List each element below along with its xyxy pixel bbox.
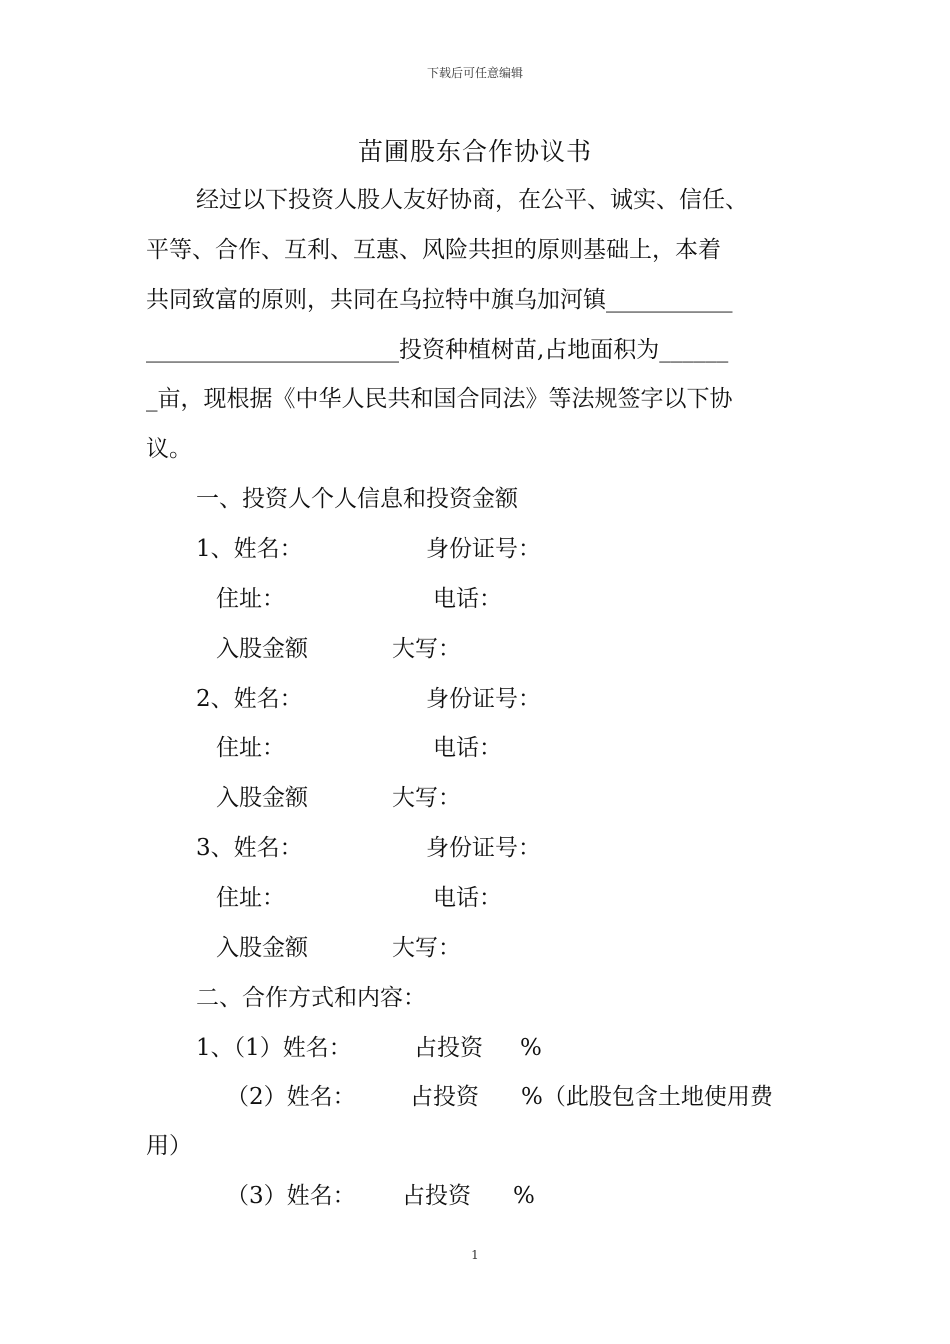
- investor-1-phone-label: 电话：: [433, 586, 502, 612]
- investor-1-upper-label: 大写：: [392, 636, 461, 662]
- intro-line-5: _亩，现根据《中华人民共和国合同法》等法规签字以下协: [146, 386, 733, 412]
- investor-1-name-label: 1、姓名：: [196, 536, 303, 562]
- investor-3-id-label: 身份证号：: [426, 835, 541, 861]
- section1-heading: 一、投资人个人信息和投资金额: [196, 486, 518, 512]
- investor-3-phone-label: 电话：: [433, 885, 502, 911]
- intro-line-3: 共同致富的原则，共同在乌拉特中旗乌加河镇___________: [146, 287, 733, 313]
- share-item-2-prefix: （2）姓名：: [226, 1084, 356, 1110]
- investor-2-name-label: 2、姓名：: [196, 686, 303, 712]
- intro-line-6: 议。: [146, 436, 192, 462]
- section2-heading: 二、合作方式和内容：: [196, 985, 426, 1011]
- share-item-1-prefix: 1、（1）姓名：: [196, 1035, 352, 1061]
- investor-2-amount-label: 入股金额: [216, 785, 308, 811]
- investor-3-name-label: 3、姓名：: [196, 835, 303, 861]
- investor-3-amount-label: 入股金额: [216, 935, 308, 961]
- share-item-2-share: 占投资: [410, 1084, 479, 1110]
- share-item-2-pct: %（此股包含土地使用费: [521, 1084, 773, 1110]
- intro-line-1: 经过以下投资人股人友好协商，在公平、诚实、信任、: [196, 187, 748, 213]
- share-item-3-share: 占投资: [402, 1183, 471, 1209]
- share-item-3-prefix: （3）姓名：: [226, 1183, 356, 1209]
- investor-1-amount-label: 入股金额: [216, 636, 308, 662]
- share-item-1-share: 占投资: [414, 1035, 483, 1061]
- investor-2-phone-label: 电话：: [433, 735, 502, 761]
- share-item-2-wrap: 用）: [146, 1133, 192, 1159]
- document-title: 苗圃股东合作协议书: [357, 137, 592, 166]
- share-item-1-pct: %: [520, 1035, 542, 1061]
- share-item-3-pct: %: [513, 1183, 535, 1209]
- investor-1-id-label: 身份证号：: [426, 536, 541, 562]
- investor-3-address-label: 住址：: [216, 885, 285, 911]
- intro-line-2: 平等、合作、互利、互惠、风险共担的原则基础上，本着: [146, 237, 721, 263]
- investor-2-id-label: 身份证号：: [426, 686, 541, 712]
- investor-1-address-label: 住址：: [216, 586, 285, 612]
- investor-2-upper-label: 大写：: [392, 785, 461, 811]
- page-number: 1: [471, 1248, 479, 1262]
- intro-line-4: ______________________投资种植树苗,占地面积为______: [146, 337, 729, 363]
- investor-2-address-label: 住址：: [216, 735, 285, 761]
- investor-3-upper-label: 大写：: [392, 935, 461, 961]
- page-header: 下载后可任意编辑: [426, 66, 523, 80]
